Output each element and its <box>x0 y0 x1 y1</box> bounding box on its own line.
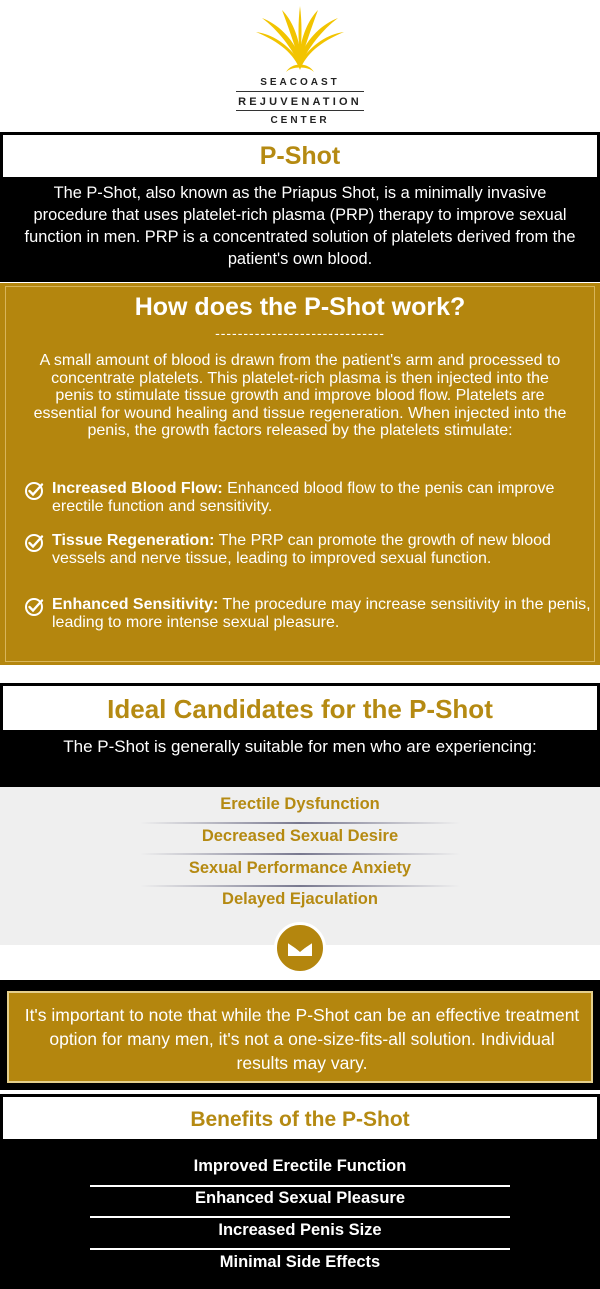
envelope-badge <box>274 922 326 974</box>
list-item: Enhanced Sexual Pleasure <box>194 1189 405 1207</box>
how-title: How does the P-Shot work? <box>134 293 466 321</box>
list-item: Minimal Side Effects <box>219 1253 381 1271</box>
candidates-title: Ideal Candidates for the P-Shot <box>3 686 597 730</box>
list-item: Sexual Performance Anxiety <box>188 859 412 877</box>
divider <box>90 1248 510 1250</box>
check-circle-icon <box>24 533 44 553</box>
how-item-label: Tissue Regeneration: <box>52 532 215 549</box>
how-item-label: Increased Blood Flow: <box>52 480 223 497</box>
logo-text-center: CENTER <box>270 115 330 126</box>
note-section <box>0 980 600 1090</box>
logo-rule-bottom <box>236 110 364 111</box>
intro-section <box>0 132 600 282</box>
divider <box>90 1185 510 1187</box>
divider <box>140 885 460 887</box>
list-item: Improved Erectile Function <box>193 1157 407 1175</box>
divider <box>90 1216 510 1218</box>
logo-text-seacoast: SEACOAST <box>260 77 340 88</box>
check-circle-icon <box>24 597 44 617</box>
divider <box>140 853 460 855</box>
list-item: Erectile Dysfunction <box>220 795 380 813</box>
check-circle-icon <box>24 481 44 501</box>
list-item: Increased Penis Size <box>218 1221 382 1239</box>
logo-rule-top <box>236 91 364 92</box>
how-item-label: Enhanced Sensitivity: <box>52 596 219 613</box>
intro-title: P-Shot <box>3 135 597 177</box>
how-item-text: Enhanced blood flow to the penis can improve erectile function and sensitivity. <box>52 480 555 515</box>
how-section <box>0 283 600 665</box>
note-box <box>7 991 593 1083</box>
logo-header <box>0 0 600 134</box>
logo-text-rejuvenation: REJUVENATION <box>238 96 362 108</box>
chevron-down-icon <box>277 925 323 971</box>
how-item-text: The PRP can promote the growth of new blood vessels and nerve tissue, leading to improved sexual function. <box>52 532 551 567</box>
how-divider: ------------------------------ <box>215 325 385 341</box>
note-text: It's important to note that while the P-Shot can be an effective treatment option for many men, it's not a one-size-fits-all solution. Individual results may vary. <box>24 1005 580 1073</box>
list-item: Delayed Ejaculation <box>222 890 378 908</box>
how-intro-text: A small amount of blood is drawn from the patient's arm and processed to concentrate platelets. This platelet-rich plasma is then injected into the penis to stimulate tissue growth and improve blood flow. Platelets are essential for wound healing and tissue regeneration. When injected into the penis, the growth factors released by the platelets stimulate: <box>33 352 567 439</box>
candidates-section <box>0 683 600 787</box>
intro-text: The P-Shot, also known as the Priapus Shot, is a minimally invasive procedure that uses platelet-rich plasma (PRP) therapy to improve sexual function in men. PRP is a concentrated solution of platelets derived from the patient's own blood. <box>24 184 576 268</box>
fan-logo-icon <box>250 4 350 74</box>
candidates-text: The P-Shot is generally suitable for men who are experiencing: <box>63 737 537 756</box>
how-item-text: The procedure may increase sensitivity in the penis, leading to more intense sexual pleasure. <box>52 596 591 631</box>
benefits-section <box>0 1094 600 1289</box>
benefits-title: Benefits of the P-Shot <box>3 1097 597 1139</box>
list-item: Decreased Sexual Desire <box>201 827 399 845</box>
divider <box>140 822 460 824</box>
